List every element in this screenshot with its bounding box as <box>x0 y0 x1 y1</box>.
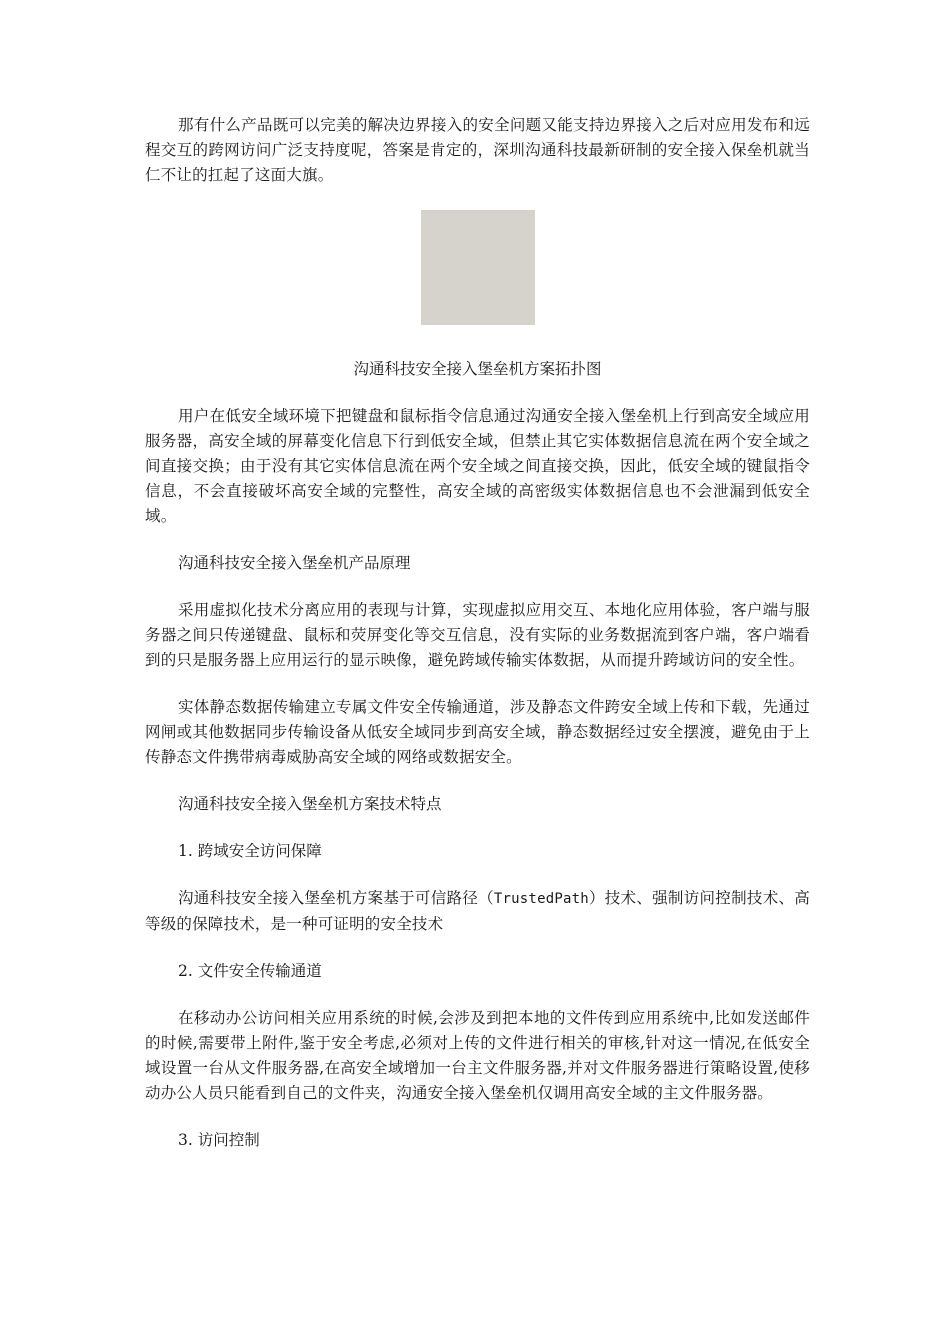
figure-caption: 沟通科技安全接入堡垒机方案拓扑图 <box>353 360 602 378</box>
trusted-path-term: TrustedPath <box>493 891 589 907</box>
features-heading: 沟通科技安全接入堡垒机方案技术特点 <box>178 795 442 813</box>
feature-3-title: 3. 访问控制 <box>178 1131 260 1149</box>
feature-2-body: 在移动办公访问相关应用系统的时候,会涉及到把本地的文件传到应用系统中,比如发送邮件的时候,需要带上附件,鉴于安全考虑,必须对上传的文件进行相关的审核,针对这一情况,在低安全域设置一台从文件服务器,在高安全域增加一台主文件服务器,并对文件服务器进行策略设置,使移动办公人员只能看到自己的文件夹，沟通安全接入堡垒机仅调用高安全域的主文件服务器。 <box>145 1009 810 1102</box>
feature-1-title: 1. 跨域安全访问保障 <box>178 842 322 860</box>
feature-1-body-pre: 沟通科技安全接入堡垒机方案基于可信路径（ <box>178 889 494 907</box>
flow-paragraph: 用户在低安全域环境下把键盘和鼠标指令信息通过沟通安全接入堡垒机上行到高安全域应用服务器，高安全域的屏幕变化信息下行到低安全域，但禁止其它实体数据信息流在两个安全域之间直接交换；由于没有其它实体信息流在两个安全域之间直接交换，因此，低安全域的键鼠指令信息，不会直接破坏高安全域的完整性，高安全域的高密级实体数据信息也不会泄漏到低安全域。 <box>145 407 810 525</box>
intro-paragraph: 那有什么产品既可以完美的解决边界接入的安全问题又能支持边界接入之后对应用发布和远程交互的跨网访问广泛支持度呢，答案是肯定的，深圳沟通科技最新研制的安全接入保垒机就当仁不让的扛起了这面大旗。 <box>145 116 810 184</box>
principle-heading: 沟通科技安全接入堡垒机产品原理 <box>178 554 411 572</box>
topology-image <box>421 210 535 325</box>
feature-1-body <box>145 886 810 937</box>
topology-figure <box>145 210 810 333</box>
feature-2-title: 2. 文件安全传输通道 <box>178 962 322 980</box>
document-page <box>145 113 810 1175</box>
virtualization-paragraph: 采用虚拟化技术分离应用的表现与计算，实现虚拟应用交互、本地化应用体验，客户端与服务器之间只传递键盘、鼠标和荧屏变化等交互信息，没有实际的业务数据流到客户端，客户端看到的只是服务器上应用运行的显示映像，避免跨域传输实体数据，从而提升跨域访问的安全性。 <box>145 601 810 669</box>
feature-1-body-post: ）技术、强制访问控制技术、高等级的保障技术，是一种可证明的安全技术 <box>145 889 810 933</box>
static-data-paragraph: 实体静态数据传输建立专属文件安全传输通道，涉及静态文件跨安全域上传和下载，先通过网闸或其他数据同步传输设备从低安全域同步到高安全域，静态数据经过安全摆渡，避免由于上传静态文件携带病毒威胁高安全域的网络或数据安全。 <box>145 698 810 766</box>
